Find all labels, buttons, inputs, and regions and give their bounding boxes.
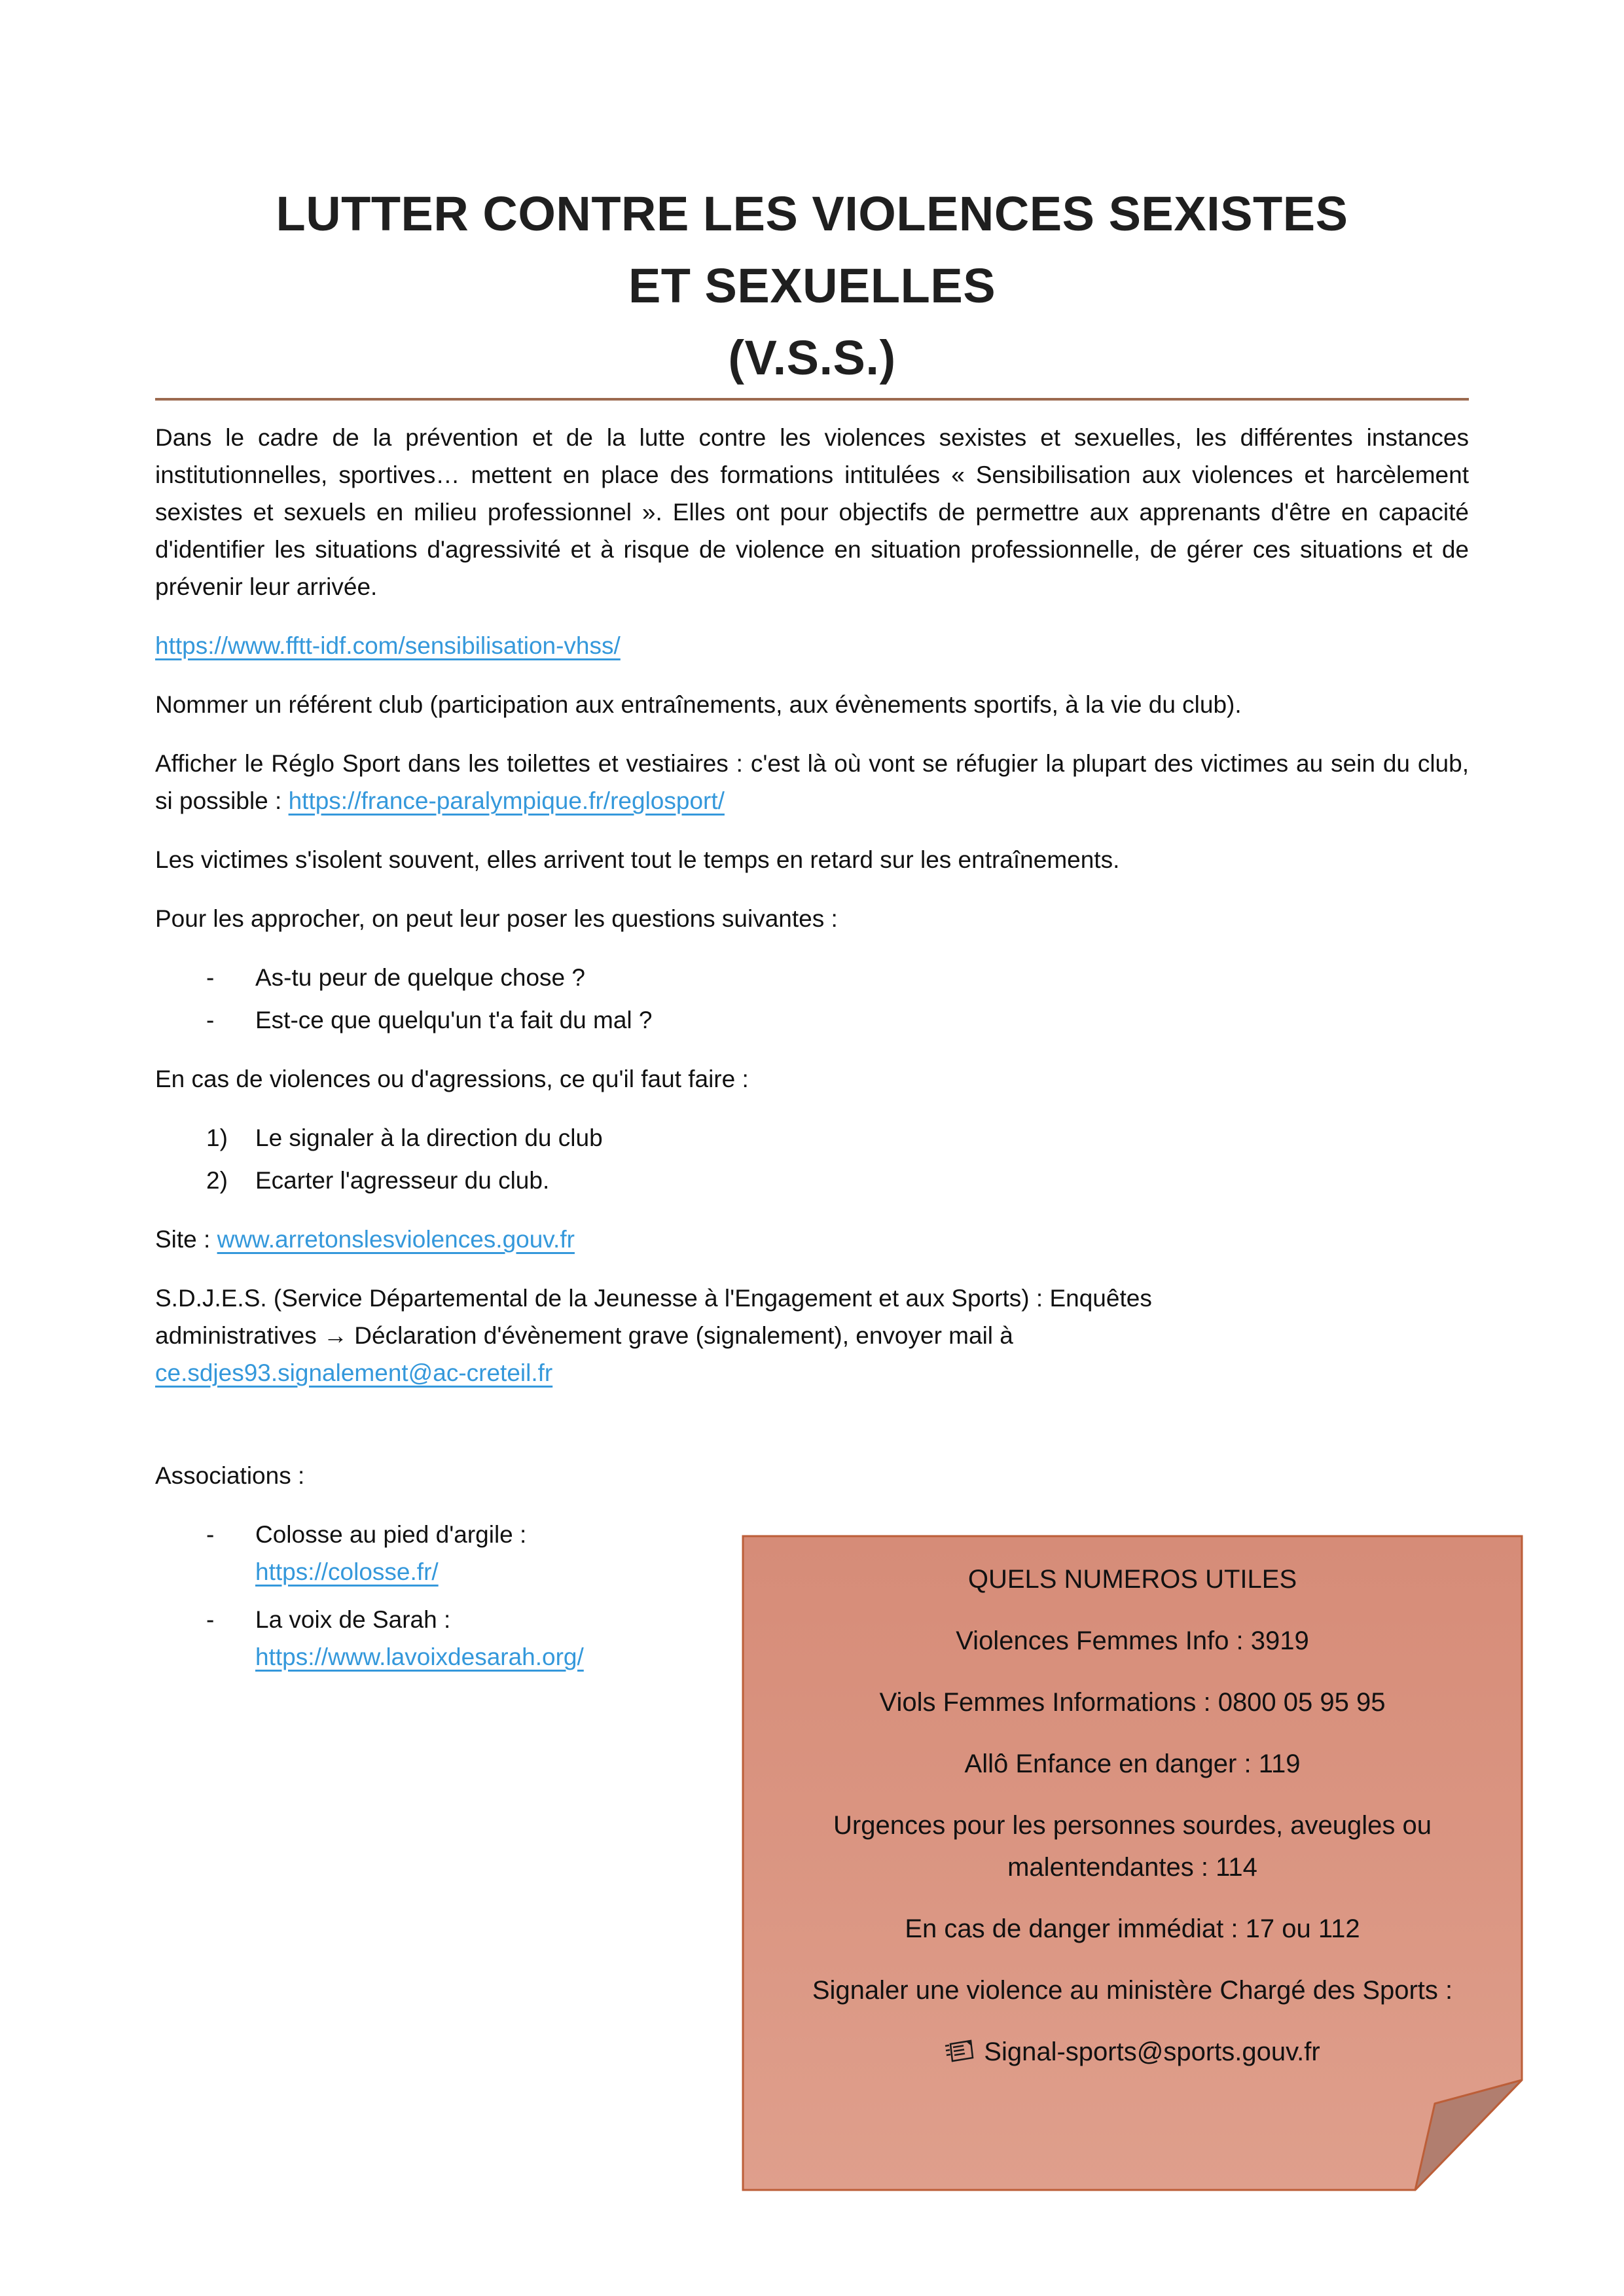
useful-numbers-box [742, 1535, 1523, 2193]
question-text: As-tu peur de quelque chose ? [255, 964, 585, 991]
signal-sports-email: Signal-sports@sports.gouv.fr [984, 2037, 1320, 2066]
sdjes-paragraph [155, 1280, 1469, 1391]
list-item [155, 1601, 718, 1676]
questions-list [155, 959, 1469, 1039]
associations-label: Associations : [155, 1462, 305, 1489]
list-item [155, 1162, 1469, 1199]
title-line-1: LUTTER CONTRE LES VIOLENCES SEXISTES [276, 187, 1348, 241]
list-item [155, 1001, 1469, 1039]
step-text: Le signaler à la direction du club [255, 1124, 603, 1151]
sdjes-email-link[interactable]: ce.sdjes93.signalement@ac-creteil.fr [155, 1359, 553, 1386]
step-number: 1) [206, 1124, 228, 1151]
title-divider [155, 398, 1469, 401]
approcher-paragraph: Pour les approcher, on peut leur poser les questions suivantes : [155, 905, 838, 932]
fftt-link[interactable]: https://www.fftt-idf.com/sensibilisation-vhss/ [155, 632, 621, 659]
dash-bullet: - [206, 964, 215, 991]
reglosport-text: Afficher le Réglo Sport dans les toilettes et vestiaires : c'est là où vont se réfugier la plupart des victimes au sein du club, si possible : [155, 750, 1469, 814]
colosse-link[interactable]: https://colosse.fr/ [255, 1558, 439, 1585]
site-label: Site : [155, 1226, 217, 1253]
arretons-link[interactable]: www.arretonslesviolences.gouv.fr [217, 1226, 575, 1253]
site-paragraph [155, 1221, 1469, 1258]
association-entry [255, 1601, 584, 1676]
sdjes-line-2: administratives → Déclaration d'évènement grave (signalement), envoyer mail à [155, 1322, 1013, 1349]
association-entry [255, 1516, 526, 1590]
dash-bullet: - [206, 1521, 215, 1548]
useful-numbers-content [768, 1558, 1497, 2092]
list-item [155, 959, 1469, 996]
intro-paragraph: Dans le cadre de la prévention et de la lutte contre les violences sexistes et sexuelles, les différentes instances institutionnelles, sportives… mettent en place des formations intitulées « Sensibilisation aux violences et harcèlement sexistes et sexuels en milieu professionnel ». Elles ont pour objectifs de permettre aux apprenants d'être en capacité d'identifier les situations d'agressivité et à risque de violence en situation professionnelle, de gérer ces situations et de prévenir leur arrivée. [155, 424, 1469, 600]
box-line: Urgences pour les personnes sourdes, aveugles ou malentendantes : 114 [833, 1811, 1432, 1882]
list-item [155, 1119, 1469, 1157]
victimes-paragraph: Les victimes s'isolent souvent, elles arrivent tout le temps en retard sur les entraînements. [155, 846, 1120, 873]
body-text [155, 419, 1469, 1676]
box-line: Signaler une violence au ministère Chargé des Sports : [812, 1976, 1453, 2005]
question-text: Est-ce que quelqu'un t'a fait du mal ? [255, 1007, 653, 1033]
box-title: QUELS NUMEROS UTILES [967, 1565, 1297, 1594]
referent-paragraph: Nommer un référent club (participation aux entraînements, aux évènements sportifs, à la vie du club). [155, 691, 1242, 718]
step-text: Ecarter l'agresseur du club. [255, 1167, 550, 1194]
box-line: Viols Femmes Informations : 0800 05 95 95 [879, 1688, 1386, 1717]
association-label: La voix de Sarah : [255, 1606, 451, 1633]
association-label: Colosse au pied d'argile : [255, 1521, 527, 1548]
lavoixdesarah-link[interactable]: https://www.lavoixdesarah.org/ [255, 1643, 584, 1670]
title-line-2: ET SEXUELLES [628, 259, 996, 313]
fftt-link-paragraph [155, 627, 1469, 664]
steps-list [155, 1119, 1469, 1199]
page-title [155, 0, 1469, 394]
signal-sports-line [768, 2031, 1497, 2073]
encas-paragraph: En cas de violences ou d'agressions, ce qu'il faut faire : [155, 1066, 749, 1092]
document-content [155, 0, 1469, 1697]
associations-list [155, 1516, 718, 1676]
reglosport-paragraph [155, 745, 1469, 819]
title-line-3: (V.S.S.) [728, 331, 896, 385]
reglosport-link[interactable]: https://france-paralympique.fr/reglosport/ [288, 787, 725, 814]
list-item [155, 1516, 718, 1590]
box-line: En cas de danger immédiat : 17 ou 112 [905, 1914, 1360, 1943]
dash-bullet: - [206, 1007, 215, 1033]
sdjes-line-1: S.D.J.E.S. (Service Départemental de la Jeunesse à l'Engagement et aux Sports) : Enquêtes [155, 1285, 1152, 1312]
box-line: Allô Enfance en danger : 119 [964, 1749, 1301, 1778]
mail-icon [945, 2038, 975, 2064]
dash-bullet: - [206, 1606, 215, 1633]
step-number: 2) [206, 1167, 228, 1194]
box-line: Violences Femmes Info : 3919 [956, 1626, 1309, 1655]
